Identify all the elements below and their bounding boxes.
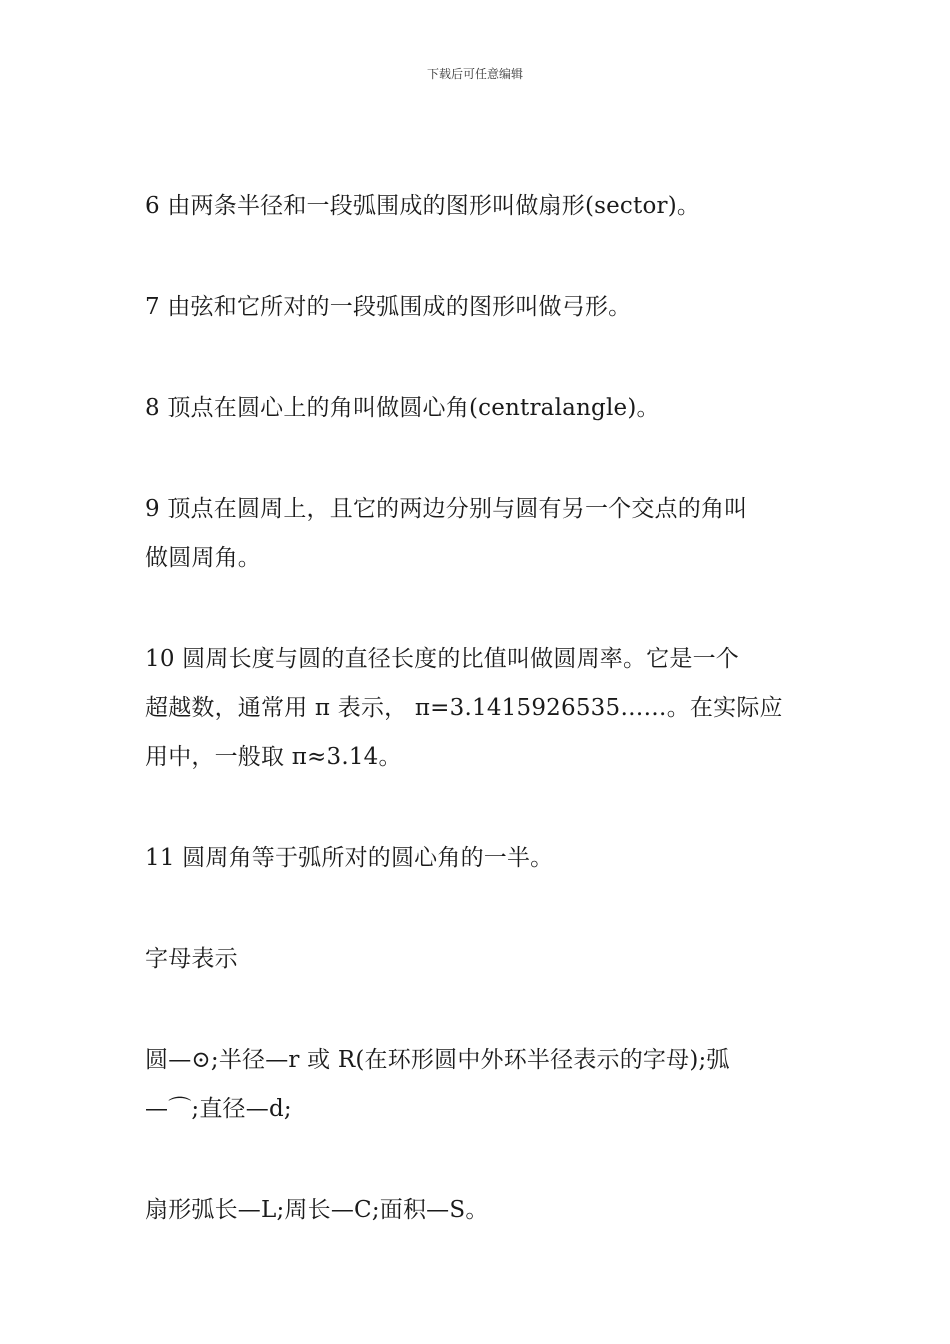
text-line: 字母表示 [145,946,238,972]
text-line: 9 顶点在圆周上，且它的两边分别与圆有另一个交点的角叫 [145,496,748,522]
page-header: 下载后可任意编辑 [426,67,523,81]
text-line: 8 顶点在圆心上的角叫做圆心角(centralangle)。 [145,395,660,421]
text-line: 7 由弦和它所对的一段弧围成的图形叫做弓形。 [145,294,632,320]
paragraph-notation-heading [145,935,810,984]
text-line: 超越数，通常用 π 表示， π=3.1415926535……。在实际应 [145,695,783,721]
text-line: 扇形弧长—L;周长—C;面积—S。 [145,1197,489,1223]
text-line: —⌒;直径—d; [145,1096,292,1122]
paragraph-inscribed-angle-theorem [145,834,810,883]
paragraph-pi-definition [145,635,810,782]
text-line: 6 由两条半径和一段弧围成的图形叫做扇形(sector)。 [145,193,701,219]
document-body [145,182,810,1287]
paragraph-notation-sector [145,1186,810,1235]
text-line: 用中，一般取 π≈3.14。 [145,744,402,770]
paragraph-central-angle-definition [145,384,810,433]
text-line: 做圆周角。 [145,545,261,571]
text-line: 11 圆周角等于弧所对的圆心角的一半。 [145,845,554,871]
text-line: 圆—⊙;半径—r 或 R(在环形圆中外环半径表示的字母);弧 [145,1047,730,1073]
paragraph-notation-circle [145,1036,810,1134]
paragraph-sector-definition [145,182,810,231]
paragraph-inscribed-angle-definition [145,485,810,583]
text-line: 10 圆周长度与圆的直径长度的比值叫做圆周率。它是一个 [145,646,739,672]
paragraph-segment-definition [145,283,810,332]
